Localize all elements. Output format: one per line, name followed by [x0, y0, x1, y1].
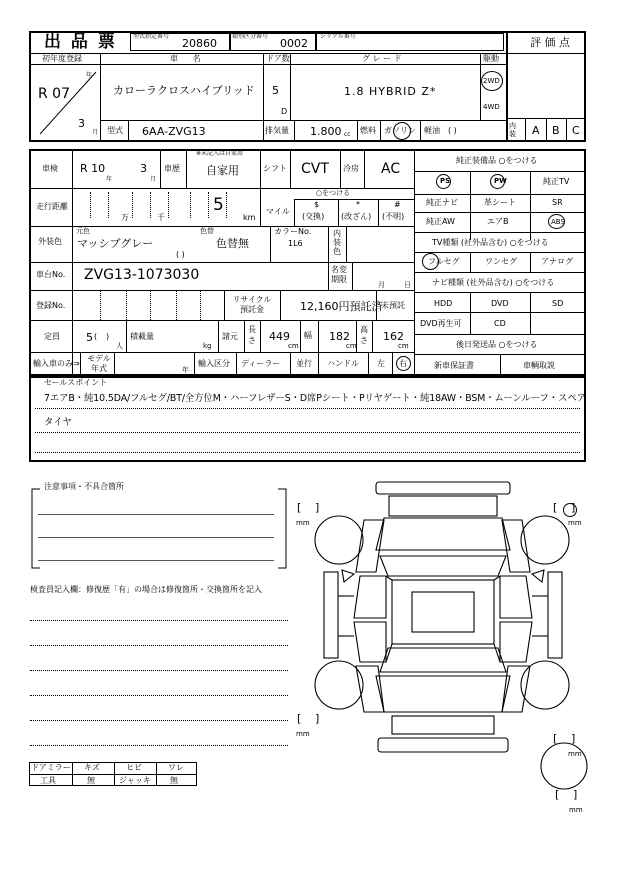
handle-label: ハンドル: [327, 359, 359, 368]
fr-mm: mm: [568, 519, 582, 527]
drive-selected-circle: [481, 71, 503, 91]
chassis-value: ZVG13-1073030: [84, 267, 200, 283]
usage-note: ※未記入は自家用: [196, 150, 244, 157]
repaint-value: 色替無: [216, 237, 249, 250]
width-cm: cm: [346, 342, 357, 350]
import-class-label: 輸入区分: [198, 359, 230, 368]
fr-bracket-close: ]: [571, 501, 576, 514]
warranty-doc: 新車保証書: [434, 361, 474, 370]
orig-color-label: 元色: [76, 227, 90, 235]
fumei-option: (不明): [382, 212, 405, 221]
spare-mm: mm: [569, 806, 583, 814]
tv-fullseg: フルセグ: [428, 257, 460, 266]
first-reg-month: 3: [78, 117, 85, 130]
color-label: 外装色: [38, 237, 62, 246]
form-title: 出 品 票: [44, 32, 117, 52]
model-year-nen: 年: [182, 366, 189, 374]
width-value: 182: [329, 330, 350, 343]
sen-unit: 千: [157, 213, 165, 222]
legend-mirror: ドアミラー: [31, 763, 71, 772]
man-unit: 万: [121, 213, 129, 222]
model-label: 型式: [107, 126, 123, 135]
class-no: 0002: [280, 37, 308, 50]
capacity-value: 5: [86, 331, 93, 344]
vehicle-manual: 車輌取説: [523, 361, 555, 370]
interior-c: C: [572, 124, 580, 137]
navi-dvd-play: DVD再生可: [420, 319, 462, 328]
cc-unit: cc: [344, 131, 351, 138]
rr-mm: mm: [568, 750, 582, 758]
shift-value: CVT: [301, 161, 329, 177]
std-equip-label: 純正装備品 ○をつける: [456, 156, 538, 165]
caution-bracket: [30, 488, 288, 570]
insp-nen: 年: [106, 176, 113, 183]
car-name: カローラクロスハイブリッド: [113, 84, 255, 97]
fl-bracket-open: [: [297, 501, 302, 514]
kaizan-option: (改ざん): [341, 212, 372, 221]
sales-block: [29, 376, 586, 462]
name-change-label: 名変期限: [331, 265, 347, 284]
int-color-label: 内装色: [333, 229, 341, 256]
inspection-era: R 10: [80, 162, 106, 175]
legend-jack: ジャッキ: [119, 776, 151, 785]
repaint-label: 色替: [200, 227, 214, 235]
mileage-label: 走行距離: [36, 202, 68, 211]
tv-oneseg: ワンセグ: [485, 257, 517, 266]
navi-cd: CD: [494, 319, 506, 328]
mile-option: マイル: [266, 207, 290, 216]
dollar-mark: $: [314, 200, 320, 209]
first-reg-era: R 07: [38, 86, 70, 102]
fuel-diesel: 軽油: [424, 126, 440, 135]
doors-label: ドア数: [266, 54, 290, 63]
equip-airbag: エアB: [487, 217, 509, 226]
car-diagram: [294, 476, 594, 806]
insp-tsuki: 月: [150, 176, 157, 183]
caution-label: 注意事項・不具合箇所: [44, 482, 124, 491]
rl-mm: mm: [296, 730, 310, 738]
tsuki-mark: 月: [92, 129, 99, 136]
navi-sd: SD: [552, 299, 564, 308]
kg-unit: kg: [203, 342, 212, 350]
recycle-label: リサイクル預託金: [232, 295, 272, 314]
spare-bracket-close: ]: [573, 788, 578, 801]
usage-label: 車歴: [164, 164, 180, 173]
grade-label: グ レ ー ド: [362, 54, 402, 63]
mileage-mark-note: ○をつける: [316, 189, 351, 197]
shift-label: シフト: [263, 164, 287, 173]
star-mark: *: [356, 200, 360, 209]
usage-value: 自家用: [206, 164, 239, 177]
grade-value: 1.8 HYBRID Z*: [344, 85, 437, 98]
inspection-month: 3: [140, 162, 147, 175]
equip-abs: ABS: [551, 218, 565, 226]
parallel-option: 並行: [296, 359, 312, 368]
inspection-label: 車検: [42, 164, 58, 173]
equip-pw: PW: [494, 177, 507, 185]
interior-a: A: [532, 124, 540, 137]
height-cm: cm: [398, 342, 409, 350]
reg-no-label: 登録No.: [36, 301, 66, 310]
fuel-gasoline: ガソリン: [384, 126, 416, 135]
dims-label: 諸元: [222, 332, 238, 341]
nen-mark: 年: [86, 72, 93, 79]
height-label: 高さ: [360, 325, 368, 345]
equip-sr: SR: [552, 198, 563, 207]
color-no: 1L6: [288, 239, 303, 248]
color-no-label: カラーNo.: [274, 227, 312, 236]
disp-value: 1.800: [310, 125, 342, 138]
mileage-digit: 5: [213, 195, 224, 215]
legend-ware: ワレ: [168, 763, 184, 772]
length-cm: cm: [288, 342, 299, 350]
equip-std-navi: 純正ナビ: [426, 198, 458, 207]
nc-tsuki: 月: [378, 281, 385, 289]
later-label: 後日発送品 ○をつける: [456, 340, 538, 349]
rl-bracket-close: ]: [315, 712, 320, 725]
interior-b: B: [552, 124, 560, 137]
first-reg-slash: [36, 70, 98, 136]
fl-mm: mm: [296, 519, 310, 527]
legend-hibi: ヒビ: [126, 763, 142, 772]
rr-bracket-open: [: [553, 732, 558, 745]
koukan-option: (交換): [302, 212, 325, 221]
equip-std-aw: 純正AW: [426, 217, 455, 226]
sales-line-1: 7エアB・純10.5DA/フルセグ/BT/全方位M・ハーフレザーS・D席Pシート・Pリヤゲート・純18AW・BSM・ムーンルーフ・スペア: [44, 393, 586, 404]
recycle-value: 12,160円預託済: [300, 300, 383, 313]
left-handle: 左: [377, 359, 385, 368]
capacity-label: 定員: [44, 332, 60, 341]
handle-selected-circle: [396, 356, 411, 371]
type-no-label: 型式指定番号: [133, 33, 170, 40]
tv-analog: アナログ: [541, 257, 573, 266]
sales-label: セールスポイント: [44, 378, 108, 387]
navi-hdd: HDD: [434, 299, 453, 308]
spare-bracket-open: [: [555, 788, 560, 801]
car-name-label: 車 名: [170, 54, 207, 63]
legend-jack-value: 無: [170, 776, 178, 785]
rr-bracket-close: ]: [571, 732, 576, 745]
drive-4wd: 4WD: [483, 103, 500, 111]
equip-ps: PS: [440, 177, 451, 185]
sales-line-2: タイヤ: [44, 417, 72, 428]
capacity-paren: (: [94, 332, 98, 341]
rating-label: 評 価 点: [530, 36, 570, 49]
abs-circle: [548, 214, 565, 229]
length-value: 449: [269, 330, 290, 343]
fullseg-circle: [422, 253, 439, 270]
drive-2wd: 2WD: [483, 77, 500, 85]
height-value: 162: [383, 330, 404, 343]
model-year-label: モデル年式: [87, 354, 111, 373]
fuel-label: 燃料: [360, 126, 376, 135]
ac-label: 冷房: [343, 164, 359, 173]
type-no: 20860: [182, 37, 217, 50]
doors-value: 5: [272, 84, 279, 97]
fuel-selected-circle: [393, 122, 411, 140]
disp-label: 排気量: [265, 126, 289, 135]
drive-label: 駆動: [483, 54, 499, 63]
recycle-no: 未預託: [381, 301, 405, 310]
hash-mark: #: [394, 200, 401, 209]
width-label: 幅: [304, 331, 312, 340]
first-reg-label: 初年度登録: [42, 54, 82, 63]
inspector-label: 検査員記入欄：修復歴「有」の場合は修復箇所・交換箇所を記入: [30, 585, 262, 594]
navi-type-label: ナビ種類 (社外品含む) ○をつける: [432, 278, 555, 287]
fl-bracket-close: ]: [315, 501, 320, 514]
fr-tire-circle: [563, 503, 577, 517]
right-handle: 右: [399, 359, 407, 368]
rl-bracket-open: [: [297, 712, 302, 725]
fr-bracket-open: [: [553, 501, 558, 514]
legend-tools: 工具: [40, 776, 56, 785]
pw-circle: [490, 174, 505, 189]
tv-type-label: TV種類 (社外品含む) ○をつける: [432, 238, 549, 247]
capacity-unit: 人: [116, 342, 123, 350]
length-label: 長さ: [248, 325, 256, 345]
ac-value: AC: [381, 161, 401, 177]
model-value: 6AA-ZVG13: [142, 125, 206, 138]
mileage-digit-boxes: [72, 190, 260, 226]
equip-leather: 革シート: [484, 198, 516, 207]
orig-color: マッシブグレー: [77, 237, 154, 250]
dealer-option: ディーラー: [241, 359, 281, 368]
repaint-paren: ( ): [176, 250, 185, 259]
class-label: 類別区分番号: [232, 33, 269, 40]
capacity-paren-close: ): [106, 332, 110, 341]
load-label: 積載量: [130, 332, 154, 341]
nc-day: 日: [404, 281, 411, 289]
legend-tools-value: 無: [87, 776, 95, 785]
serial-label: シリアル番号: [320, 33, 356, 40]
ps-circle: [436, 174, 451, 189]
legend-kizu: キズ: [84, 763, 100, 772]
chassis-label: 車台No.: [36, 270, 66, 279]
door-suffix: D: [281, 107, 288, 116]
fuel-other: ( ): [448, 126, 457, 135]
import-label: 輸入車のみ⇒: [33, 359, 80, 368]
navi-dvd: DVD: [491, 299, 509, 308]
interior-label: 内装: [509, 122, 516, 138]
equip-std-tv: 純正TV: [543, 177, 570, 186]
km-unit: km: [243, 213, 256, 222]
